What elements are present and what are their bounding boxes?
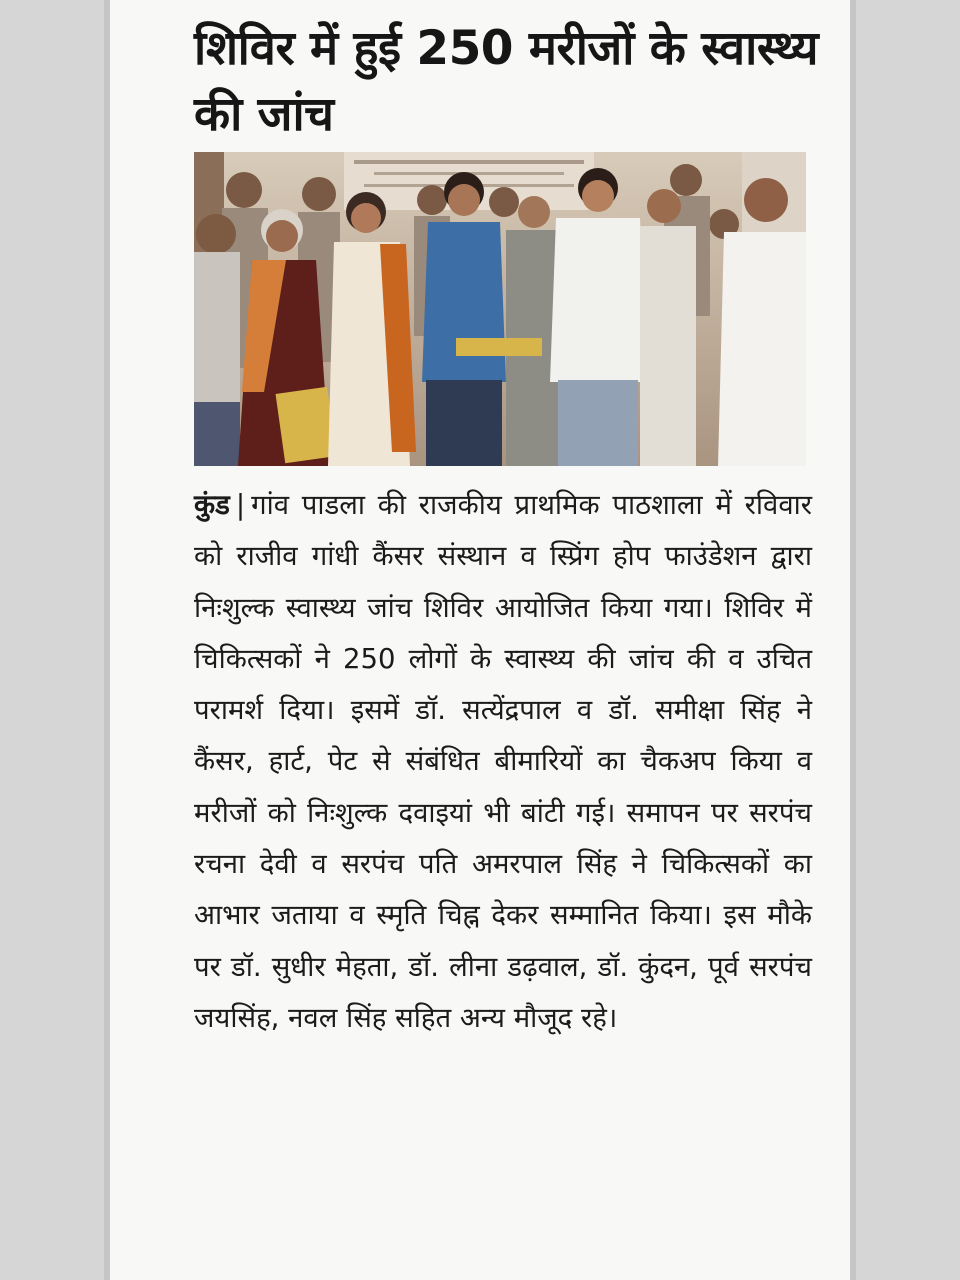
article-body [194,480,812,1044]
dateline-separator: | [235,489,246,521]
newspaper-clipping [110,0,850,1280]
article-headline: शिविर में हुई 250 मरीजों के स्वास्थ्य की जांच [194,21,819,142]
event-photo [194,152,806,466]
article-dateline: कुंड [194,489,230,521]
article-body-text: गांव पाडला की राजकीय प्राथमिक पाठशाला में रविवार को राजीव गांधी कैंसर संस्थान व स्प्रिंग होप फाउंडेशन द्वारा निःशुल्क स्वास्थ्य जांच शिविर आयोजित किया गया। शिविर में चिकित्सकों ने 250 लोगों के स्वास्थ्य की जांच की व उचित परामर्श दिया। इसमें डॉ. सत्येंद्रपाल व डॉ. समीक्षा सिंह ने कैंसर, हार्ट, पेट से संबंधित बीमारियों का चैकअप किया व मरीजों को निःशुल्क दवाइयां भी बांटी गई। समापन पर सरपंच रचना देवी व सरपंच पति अमरपाल सिंह ने चिकित्सकों का आभार जताया व स्मृति चिह्न देकर सम्मानित किया। इस मौके पर डॉ. सुधीर मेहता, डॉ. लीना डढ़वाल, डॉ. कुंदन, पूर्व सरपंच जयसिंह, नवल सिंह सहित अन्य मौजूद रहे। [194,489,812,1034]
page-edge-right [850,0,856,1280]
group-photo-illustration [194,152,806,466]
